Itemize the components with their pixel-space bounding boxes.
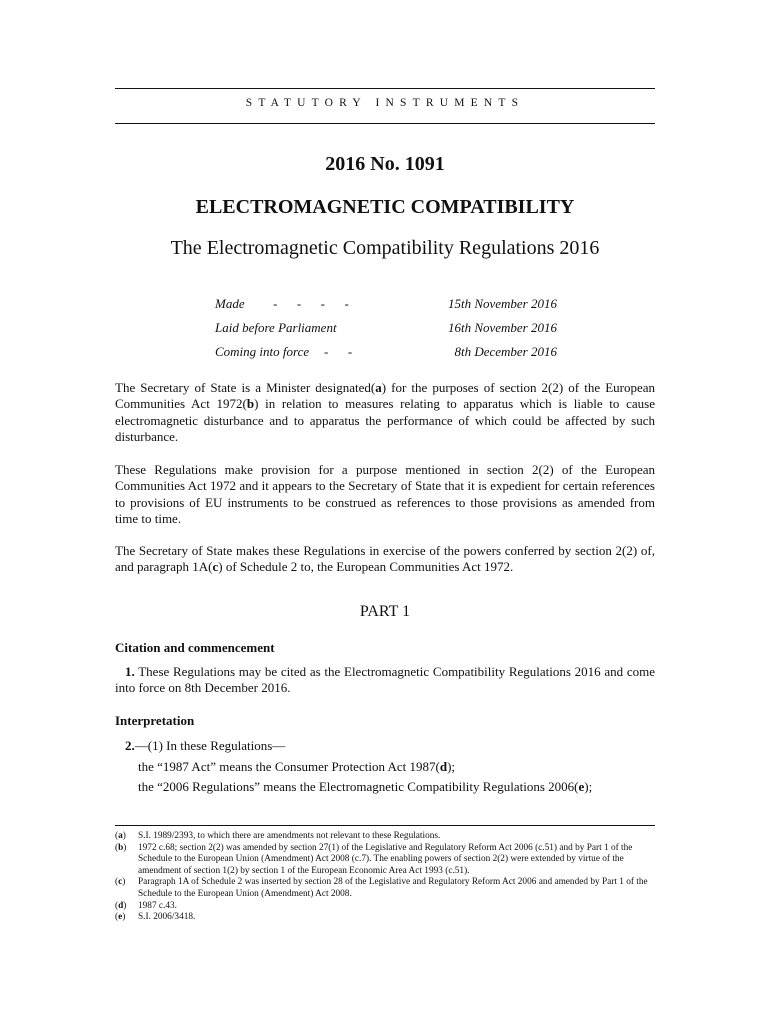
part-heading: PART 1 — [359, 603, 411, 620]
date-row-made — [215, 296, 557, 312]
date-label: Coming into force - - — [215, 344, 353, 359]
date-value: 8th December 2016 — [454, 344, 557, 359]
footnotes — [115, 831, 655, 924]
definition-1987-act: the “1987 Act” means the Consumer Protection Act 1987(d); — [138, 759, 456, 774]
instrument-number: 2016 No. 1091 — [325, 153, 445, 175]
section-heading-citation: Citation and commencement — [115, 640, 275, 655]
preamble-paragraph-3: The Secretary of State makes these Regulations in exercise of the powers conferred by section 2(2) of, and paragraph 1A(c) of Schedule 2 to, the European Communities Act 1972. — [115, 543, 655, 575]
regulation-2-intro: 2.—(1) In these Regulations— — [125, 738, 286, 753]
regulation-1: 1. These Regulations may be cited as the Electromagnetic Compatibility Regulations 2016 and come into force on 8th December 2016. — [115, 664, 655, 696]
footnote-b: (b) 1972 c.68; section 2(2) was amended by section 27(1) of the Legislative and Regulatory Reform Act 2006 (c.51) and by Part 1 of the Schedule to the European Union (Amendment) Act 2008 (c.7). The enabling powers of section 2(2) were extended by virtue of the amendment of section 1(2) by section 1 of the European Economic Area Act 1993 (c.51). — [115, 842, 633, 876]
top-rule — [115, 88, 655, 89]
date-value: 16th November 2016 — [447, 320, 557, 335]
date-row-force — [215, 344, 557, 360]
subject-heading: ELECTROMAGNETIC COMPATIBILITY — [195, 196, 575, 218]
footnote-a: (a) S.I. 1989/2393, to which there are amendments not relevant to these Regulations. — [115, 831, 441, 841]
footnote-e: (e) S.I. 2006/3418. — [115, 912, 196, 923]
preamble-paragraph-1: The Secretary of State is a Minister designated(a) for the purposes of section 2(2) of the European Communities Act 1972(b) in relation to measures relating to apparatus which is liable to cause electromagnetic disturbance and to apparatus the performance of which could be affected by such disturbance. — [115, 380, 656, 444]
date-label: Made - - - - — [215, 296, 349, 311]
document-title: The Electromagnetic Compatibility Regulations 2016 — [170, 237, 600, 259]
section-heading-interpretation: Interpretation — [115, 713, 195, 728]
footnote-d: (d) 1987 c.43. — [115, 900, 177, 911]
date-label: Laid before Parliament — [215, 320, 337, 335]
footnote-rule — [115, 825, 655, 826]
date-value: 15th November 2016 — [447, 296, 557, 311]
date-row-laid — [215, 320, 557, 336]
preamble-paragraph-2: These Regulations make provision for a purpose mentioned in section 2(2) of the European Communities Act 1972 and it appears to the Secretary of State that it is expedient for certain references to provisions of EU instruments to be construed as references to those provisions as amended from time to time. — [115, 462, 655, 526]
series-heading: STATUTORY INSTRUMENTS — [245, 97, 525, 109]
definition-2006-regulations: the “2006 Regulations” means the Electromagnetic Compatibility Regulations 2006(e); — [138, 779, 593, 794]
series-rule — [115, 123, 655, 124]
footnote-c: (c) Paragraph 1A of Schedule 2 was inserted by section 28 of the Legislative and Regulatory Reform Act 2006 and amended by Part 1 of the Schedule to the European Union (Amendment) Act 2008. — [115, 877, 648, 899]
